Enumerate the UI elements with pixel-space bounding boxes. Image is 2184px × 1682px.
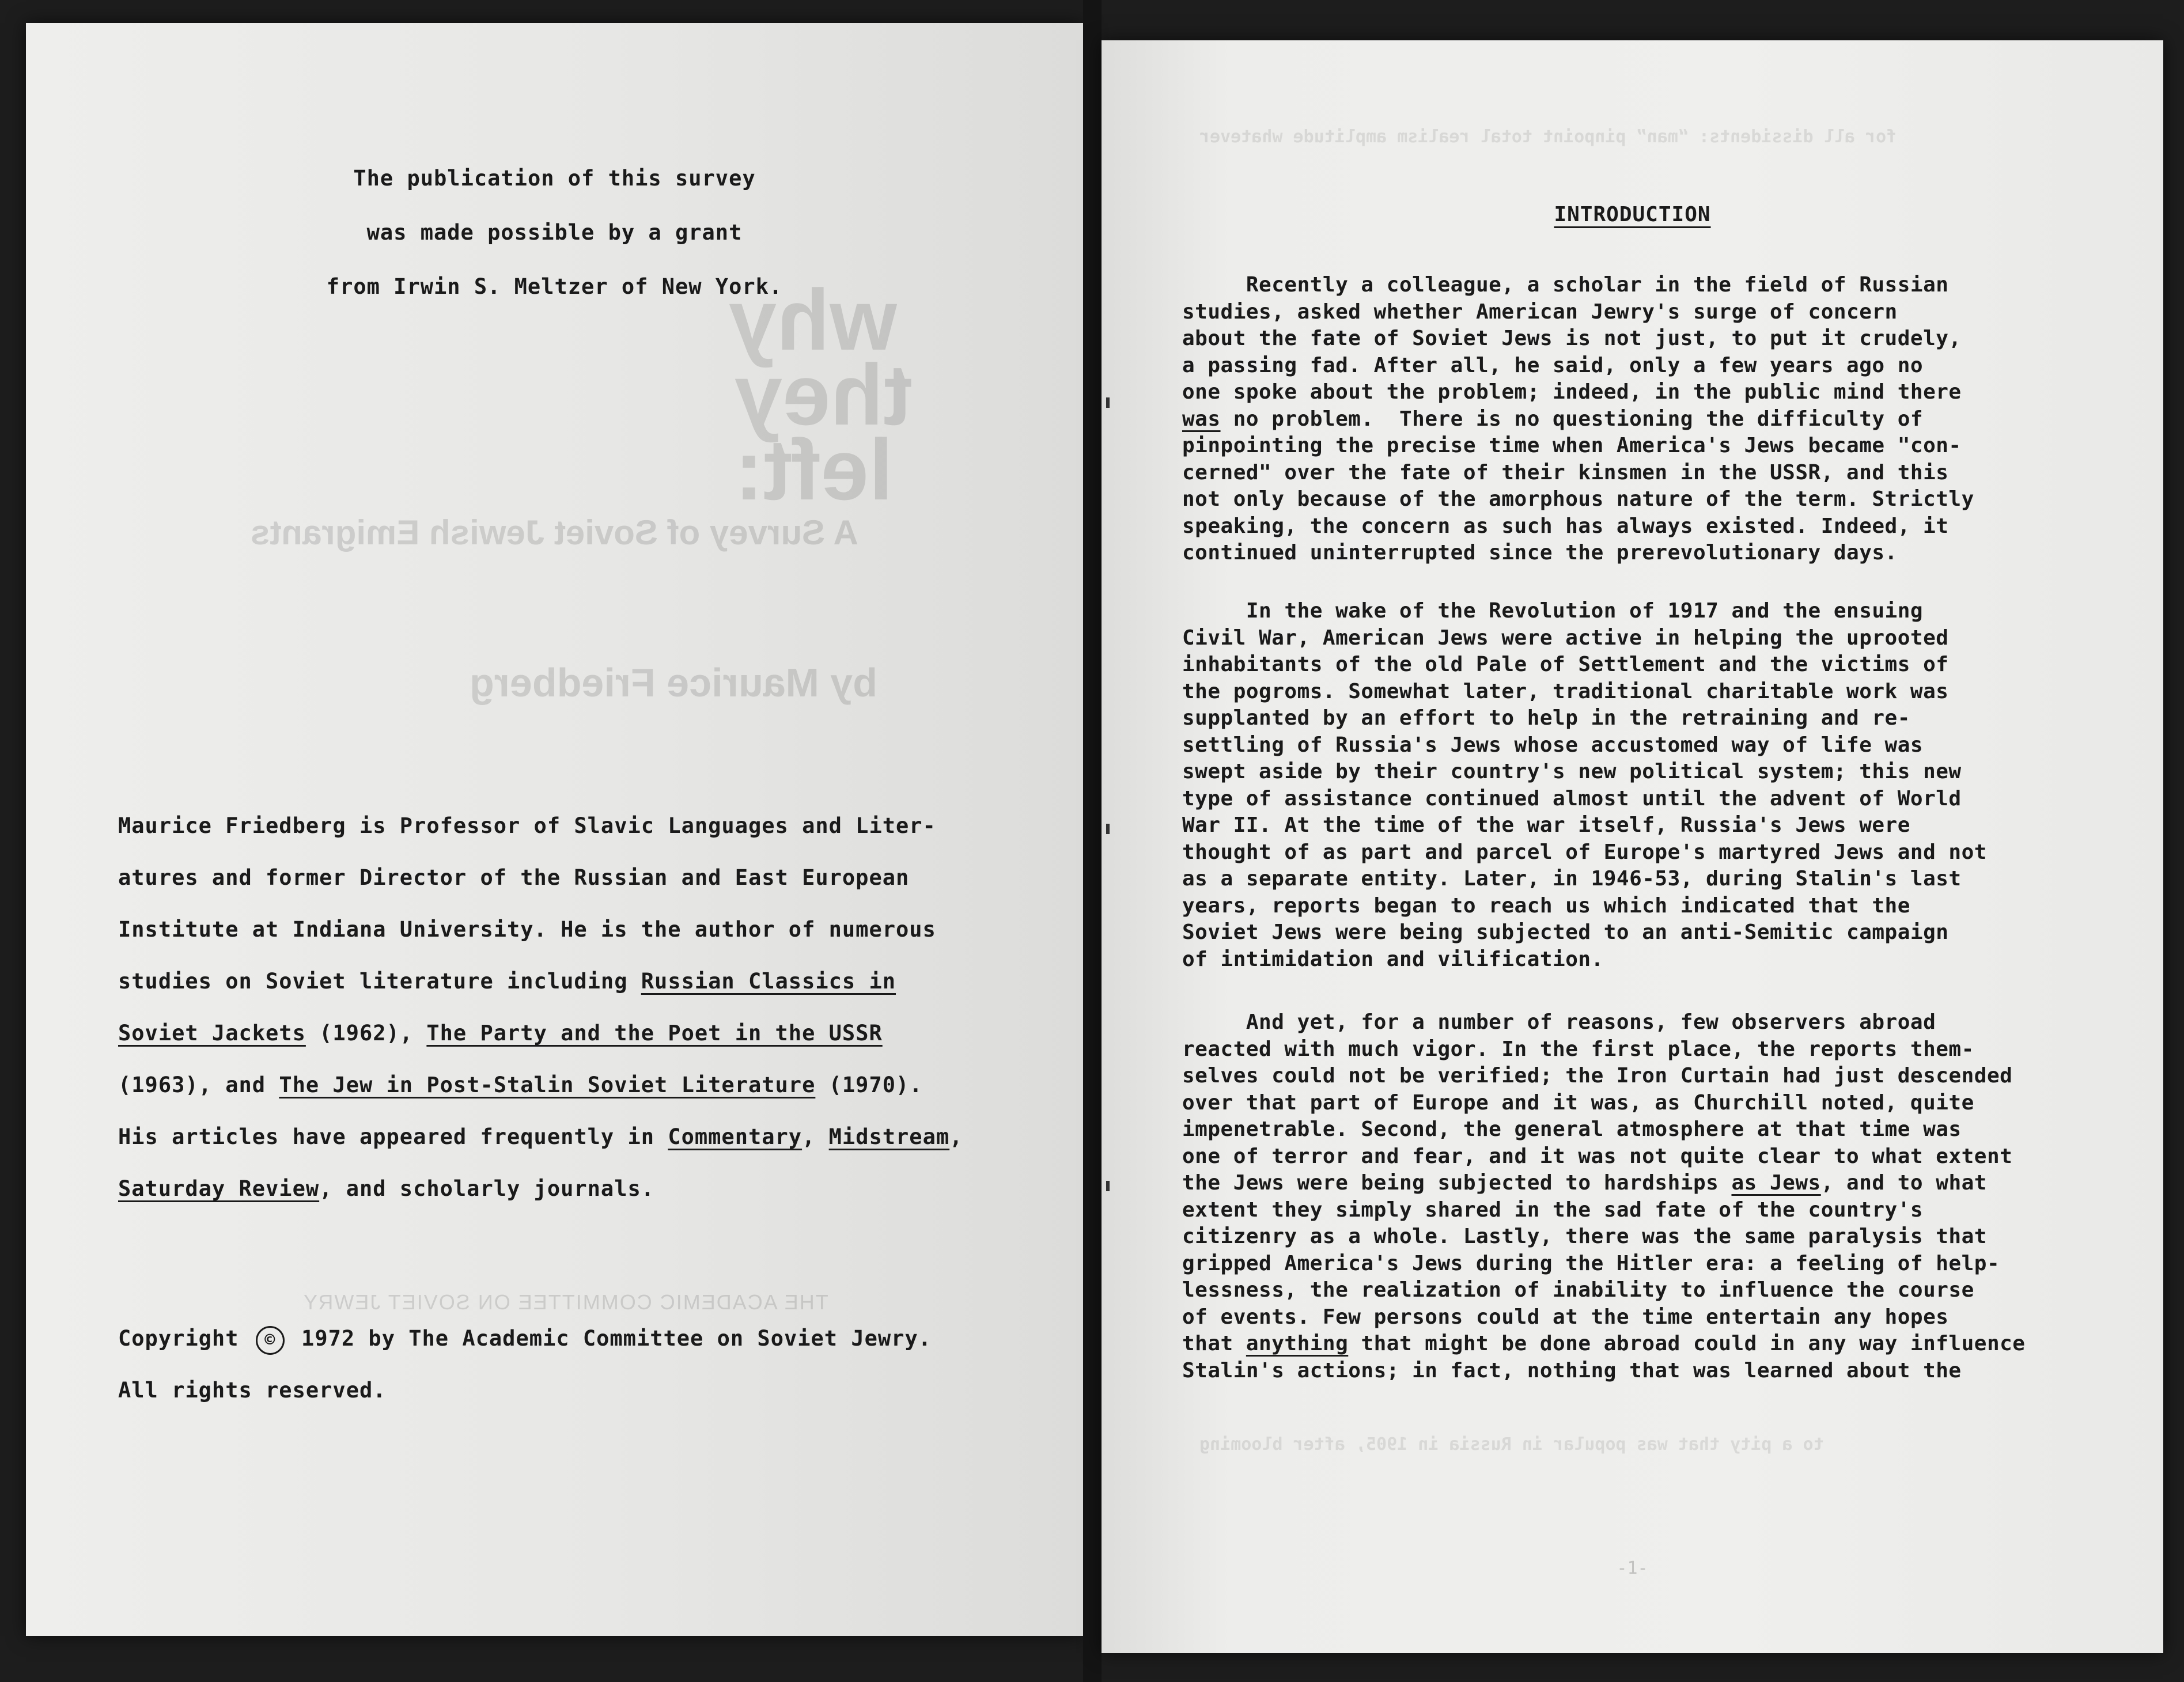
text-line: continued uninterrupted since the prerevolutionary days.: [1182, 541, 1898, 565]
bleed-author: by Maurice Friedberg: [470, 660, 877, 705]
text-line: one of terror and fear, and it was not quite clear to what extent: [1182, 1144, 2013, 1168]
bleed-title-line-1: why: [729, 271, 897, 368]
bio-text: studies on Soviet literature including: [118, 969, 641, 994]
introduction-heading: INTRODUCTION: [1554, 203, 1711, 226]
text-line: studies, asked whether American Jewry's surge of concern: [1182, 300, 1898, 324]
text-line: In the wake of the Revolution of 1917 and the ensuing: [1182, 599, 1924, 623]
book-title-soviet-jackets: Soviet Jackets: [118, 1021, 306, 1045]
binding-staple-mark: [1106, 397, 1110, 408]
bio-line-4: [118, 969, 896, 994]
text-line: extent they simply shared in the sad fate of the country's: [1182, 1198, 1924, 1222]
grant-line-2: was made possible by a grant: [366, 220, 743, 245]
bio-text: (1963), and: [118, 1073, 279, 1097]
bleed-title-line-2: they: [735, 346, 913, 443]
text-line: one spoke about the problem; indeed, in the public mind there: [1182, 380, 1962, 404]
text-line: citizenry as a whole. Lastly, there was the same paralysis that: [1182, 1225, 1987, 1248]
journal-saturday-review: Saturday Review: [118, 1176, 320, 1201]
bio-line-7: [118, 1124, 963, 1149]
text-line: thought of as part and parcel of Europe's martyred Jews and not: [1182, 840, 1987, 864]
text-line: [1182, 406, 1974, 433]
bio-line-6: [118, 1073, 923, 1097]
text-line: not only because of the amorphous nature of the term. Strictly: [1182, 487, 1974, 511]
text-line: gripped America's Jews during the Hitler era: a feeling of help-: [1182, 1251, 2000, 1275]
grant-line-1: The publication of this survey: [353, 166, 756, 191]
text-line: about the fate of Soviet Jews is not just, to put it crudely,: [1182, 327, 1962, 350]
text-line: of events. Few persons could at the time entertain any hopes: [1182, 1305, 1949, 1329]
bio-text: ,: [949, 1124, 963, 1149]
book-title-russian-classics: Russian Classics in: [641, 969, 896, 994]
text-line: selves could not be verified; the Iron Curtain had just descended: [1182, 1064, 2013, 1088]
copyright-symbol: ©: [256, 1326, 285, 1355]
copyright-text: Copyright: [118, 1326, 252, 1351]
text-line: inhabitants of the old Pale of Settlement and the victims of: [1182, 653, 1949, 676]
bleed-through-text: to a pity that was popular in Russia in 1905, after blooming: [1199, 1434, 1824, 1454]
bio-line-1: Maurice Friedberg is Professor of Slavic Languages and Liter-: [118, 813, 936, 838]
text-span: the Jews were being subjected to hardships: [1182, 1171, 1732, 1195]
text-line: supplanted by an effort to help in the retraining and re-: [1182, 706, 1910, 730]
text-line: as a separate entity. Later, in 1946-53, during Stalin's last: [1182, 867, 1962, 891]
left-page: [26, 23, 1083, 1636]
text-line: over that part of Europe and it was, as Churchill noted, quite: [1182, 1090, 1974, 1115]
bio-text: , and scholarly journals.: [319, 1176, 655, 1201]
text-span: that might be done abroad could in any way influence: [1348, 1332, 2026, 1355]
text-line: Stalin's actions; in fact, nothing that was learned about the: [1182, 1358, 1962, 1382]
bio-line-2: atures and former Director of the Russian and East European: [118, 865, 910, 890]
text-span: that: [1182, 1332, 1246, 1355]
text-line: And yet, for a number of reasons, few observers abroad: [1182, 1010, 1936, 1034]
bio-line-3: Institute at Indiana University. He is the author of numerous: [118, 917, 936, 942]
text-line: Soviet Jews were being subjected to an anti-Semitic campaign: [1182, 920, 1949, 944]
text-span: , and to what: [1820, 1171, 1987, 1195]
text-line: of intimidation and vilification.: [1182, 947, 1604, 971]
bleed-title-line-3: left:: [735, 421, 893, 518]
emphasis-as-jews: as Jews: [1731, 1171, 1821, 1195]
binding-staple-mark: [1106, 824, 1110, 834]
book-title-party-and-poet: The Party and the Poet in the USSR: [426, 1021, 883, 1045]
bleed-publisher: THE ACADEMIC COMMITTEE ON SOVIET JEWRY: [302, 1290, 828, 1314]
copyright-line-1: [118, 1326, 932, 1355]
text-line: Recently a colleague, a scholar in the field of Russian: [1182, 273, 1949, 297]
bio-text: His articles have appeared frequently in: [118, 1124, 668, 1149]
right-page: [1102, 40, 2163, 1653]
text-line: Civil War, American Jews were active in helping the uprooted: [1182, 626, 1949, 650]
page-gutter: [1083, 0, 1102, 1682]
text-line: years, reports began to reach us which indicated that the: [1182, 893, 1910, 918]
bio-text: (1970).: [815, 1073, 923, 1097]
bio-line-8: [118, 1176, 654, 1201]
journal-commentary: Commentary: [668, 1124, 803, 1149]
copyright-text: 1972 by The Academic Committee on Soviet Jewry.: [287, 1326, 932, 1351]
text-line: the pogroms. Somewhat later, traditional charitable work was: [1182, 679, 1949, 703]
text-line: War II. At the time of the war itself, Russia's Jews were: [1182, 813, 1910, 837]
book-title-jew-in-post-stalin: The Jew in Post-Stalin Soviet Literature: [279, 1073, 816, 1097]
text-line: swept aside by their country's new political system; this new: [1182, 760, 1962, 783]
text-line: [1182, 1331, 2025, 1358]
text-span: no problem. There is no questioning the difficulty of: [1220, 407, 1924, 431]
emphasis-anything: anything: [1246, 1332, 1349, 1355]
text-line: pinpointing the precise time when America's Jews became "con-: [1182, 434, 1962, 457]
page-number: -1-: [1617, 1558, 1648, 1578]
text-line: settling of Russia's Jews whose accustomed way of life was: [1182, 733, 1924, 757]
text-line: a passing fad. After all, he said, only a few years ago no: [1182, 353, 1924, 377]
text-line: speaking, the concern as such has always existed. Indeed, it: [1182, 514, 1949, 538]
text-line: reacted with much vigor. In the first place, the reports them-: [1182, 1037, 1974, 1061]
paragraph-2: [1182, 598, 1987, 973]
paragraph-1: [1182, 272, 1974, 567]
text-line: type of assistance continued almost until the advent of World: [1182, 786, 1962, 810]
bleed-through-text: for all dissidents: “man” pinpoint total realism amplitude whatever: [1199, 127, 1897, 147]
journal-midstream: Midstream: [828, 1124, 950, 1149]
text-line: lessness, the realization of inability to influence the course: [1182, 1278, 1974, 1302]
text-line: cerned" over the fate of their kinsmen in the USSR, and this: [1182, 460, 1949, 484]
copyright-line-2: All rights reserved.: [118, 1378, 387, 1403]
paragraph-3: [1182, 1009, 2025, 1384]
bio-text: (1962),: [305, 1021, 427, 1045]
bio-text: ,: [802, 1124, 829, 1149]
emphasis-was: was: [1182, 407, 1221, 431]
bio-line-5: [118, 1021, 883, 1045]
grant-line-3: from Irwin S. Meltzer of New York.: [326, 274, 783, 299]
bleed-subtitle: A Survey of Soviet Jewish Emigrants: [251, 513, 858, 552]
text-line: [1182, 1170, 2025, 1197]
binding-staple-mark: [1106, 1181, 1110, 1191]
text-line: impenetrable. Second, the general atmosphere at that time was: [1182, 1117, 1962, 1141]
